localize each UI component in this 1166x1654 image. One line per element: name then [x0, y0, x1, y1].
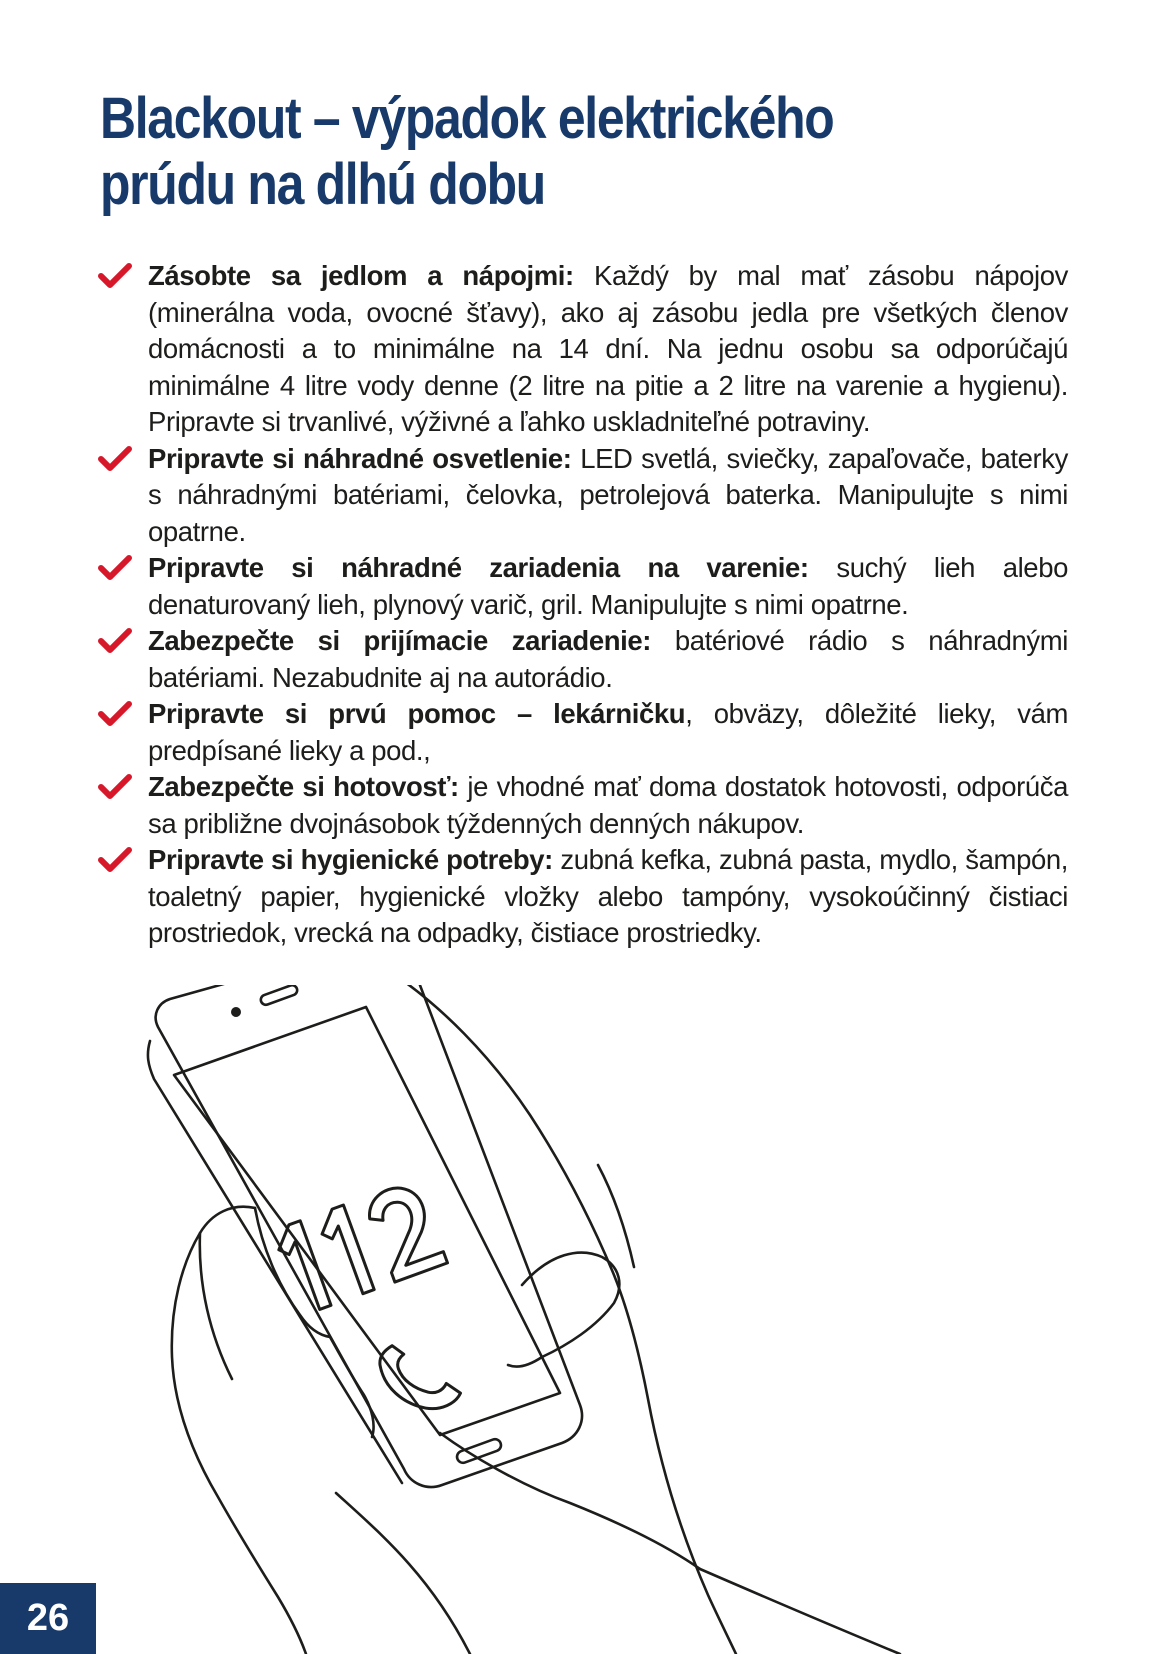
checklist-item [98, 842, 1068, 952]
item-heading: Pripravte si prvú pomoc – lekárničku [148, 698, 686, 729]
checkmark-icon [98, 445, 132, 473]
hands-holding-phone-illustration [140, 985, 1070, 1654]
checklist-item [98, 258, 1068, 441]
checklist-item [98, 769, 1068, 842]
item-heading: Pripravte si hygienické potreby: [148, 844, 553, 875]
item-heading: Zabezpečte si prijímacie zariadenie: [148, 625, 652, 656]
item-text: LED svetlá, sviečky, zapaľovače, baterky s náhradnými batériami, čelovka, petrolejová baterka. Manipulujte s nimi opatrne. [148, 442, 1068, 547]
item-text: suchý lieh alebo denaturovaný lieh, plynový varič, gril. Manipulujte s nimi opatrne. [148, 552, 1068, 620]
page-number-box [0, 1583, 96, 1654]
checklist-item [98, 550, 1068, 623]
checklist-item [98, 623, 1068, 696]
item-heading: Pripravte si náhradné osvetlenie: [148, 442, 572, 474]
checkmark-icon [98, 773, 132, 801]
item-text: batériové rádio s náhradnými batériami. Nezabudnite aj na autorádio. [148, 625, 1068, 693]
checkmark-icon [98, 846, 132, 874]
item-heading: Pripravte si náhradné zariadenia na varenie: [148, 552, 809, 583]
checkmark-icon [98, 554, 132, 582]
item-heading: Zabezpečte si hotovosť: [148, 771, 459, 802]
checklist-item [98, 441, 1068, 551]
item-text: , obväzy, dôležité lieky, vám predpísané lieky a pod., [148, 698, 1068, 766]
page-number: 26 [26, 1597, 70, 1639]
checklist-item [98, 696, 1068, 769]
page-title: Blackout – výpadok elektrického prúdu na dlhú dobu [100, 86, 834, 217]
checkmark-icon [98, 627, 132, 655]
checkmark-icon [98, 700, 132, 728]
checkmark-icon [98, 262, 132, 290]
item-text: je vhodné mať doma dostatok hotovosti, odporúča sa približne dvojnásobok týždenných denných nákupov. [148, 771, 1068, 839]
phone-handset-icon [374, 1329, 462, 1422]
item-text: zubná kefka, zubná pasta, mydlo, šampón, toaletný papier, hygienické vložky alebo tampóny, vysokoúčinný čistiaci prostriedok, vrecká na odpadky, čistiace prostriedky. [148, 844, 1068, 948]
item-text: Každý by mal mať zásobu nápojov (minerálna voda, ovocné šťavy), ako aj zásobu jedla pre všetkých členov domácnosti a to minimálne na 14 dní. Na jednu osobu sa odporúčajú minimálne 4 litre vody denne (2 litre na pitie a 2 litre na varenie a hygienu). Pripravte si trvanlivé, výživné a ľahko uskladniteľné potraviny. [148, 260, 1068, 437]
preparedness-checklist [98, 258, 1068, 952]
item-heading: Zásobte sa jedlom a nápojmi: [148, 260, 574, 291]
